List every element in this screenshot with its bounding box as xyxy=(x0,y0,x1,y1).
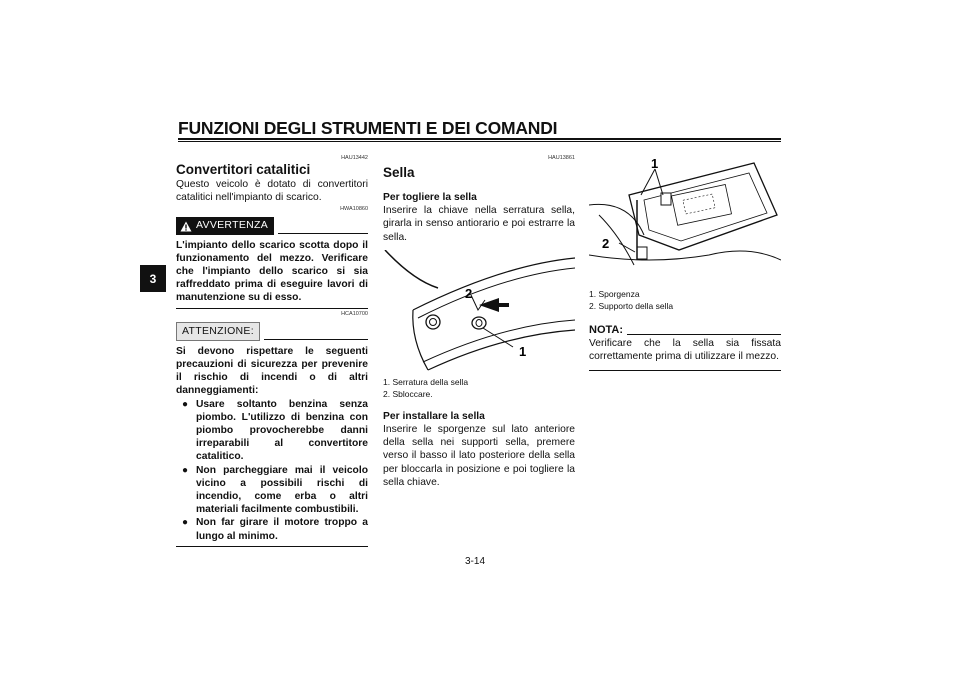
callout-2: 2 xyxy=(602,236,610,251)
seat-lock-figure xyxy=(383,250,575,372)
bullet-item: ● Non far girare il motore troppo a lungo al minimo. xyxy=(182,517,368,542)
figure-caption: 1. Serratura della sella xyxy=(383,376,469,387)
remove-text: Inserire la chiave nella serratura sella, girarla in senso antiorario e poi estrarre la sella. xyxy=(383,205,575,243)
attention-end-rule xyxy=(176,546,368,547)
note-end-rule xyxy=(589,370,781,371)
left-column xyxy=(176,155,368,547)
header-rule xyxy=(178,138,781,142)
attention-text: Si devono rispettare le seguenti precauzioni di sicurezza per prevenire il rischio di incendi o di altri danneggiamenti: xyxy=(176,345,368,397)
figure-caption: 1. Sporgenza xyxy=(589,289,640,299)
right-column xyxy=(589,155,781,371)
figure-caption: 2. Sbloccare. xyxy=(383,388,433,399)
warning-label: AVVERTENZA xyxy=(196,219,269,232)
seat-underside-figure xyxy=(589,155,781,275)
warning-header xyxy=(176,217,368,234)
warning-text: L'impianto dello scarico scotta dopo il funzionamento del mezzo. Verificare che l'impianto dello scarico si sia raffreddato prima di eseguire lavori di manutenzione su di esso. xyxy=(176,239,368,304)
section-heading: Convertitori catalitici xyxy=(176,162,311,177)
page-title: FUNZIONI DEGLI STRUMENTI E DEI COMANDI xyxy=(178,118,558,138)
bullet-icon: ● xyxy=(182,517,189,529)
subheading-remove: Per togliere la sella xyxy=(383,192,477,203)
section-code: HAU13442 xyxy=(341,155,368,161)
callout-2: 2 xyxy=(465,285,473,301)
middle-column xyxy=(383,155,575,489)
chapter-tab: 3 xyxy=(140,265,166,292)
callout-1: 1 xyxy=(651,156,659,171)
attention-header xyxy=(176,322,368,341)
note-label: NOTA: xyxy=(589,324,624,336)
install-text: Inserire le sporgenze sul lato anteriore della sella nei supporti sella, premere verso il basso il lato posteriore della sella per bloccarla in posizione e poi togliere la sella chiave. xyxy=(383,424,575,488)
bullet-item: ● Usare soltanto benzina senza piombo. L'utilizzo di benzina con piombo provocherebbe danni irreparabili al convertitore catalitico. xyxy=(182,398,368,463)
bullet-item: ● Non parcheggiare mai il veicolo vicino a possibili rischi di incendio, come erba o altri materiali facilmente combustibili. xyxy=(182,464,368,516)
warning-badge xyxy=(176,217,274,234)
section-heading: Sella xyxy=(383,165,415,180)
subheading-install: Per installare la sella xyxy=(383,410,485,422)
page-number: 3-14 xyxy=(465,556,486,567)
warning-code: HWA10860 xyxy=(340,206,368,213)
section-code: HAU13861 xyxy=(548,155,575,161)
bullet-icon: ● xyxy=(182,464,189,476)
warning-triangle-icon xyxy=(180,221,192,232)
note-header xyxy=(589,324,781,337)
bullet-icon: ● xyxy=(182,398,189,410)
warning-end-rule xyxy=(176,308,368,309)
page-header xyxy=(178,118,781,138)
attention-badge: ATTENZIONE: xyxy=(176,322,260,341)
figure-caption: 2. Supporto della sella xyxy=(589,301,674,311)
intro-text: Questo veicolo è dotato di convertitori catalitici nell'impianto di scarico. xyxy=(176,179,368,204)
note-text: Verificare che la sella sia fissata correttamente prima di utilizzare il mezzo. xyxy=(589,338,781,363)
attention-code: HCA10700 xyxy=(341,310,368,317)
callout-1: 1 xyxy=(519,343,527,359)
